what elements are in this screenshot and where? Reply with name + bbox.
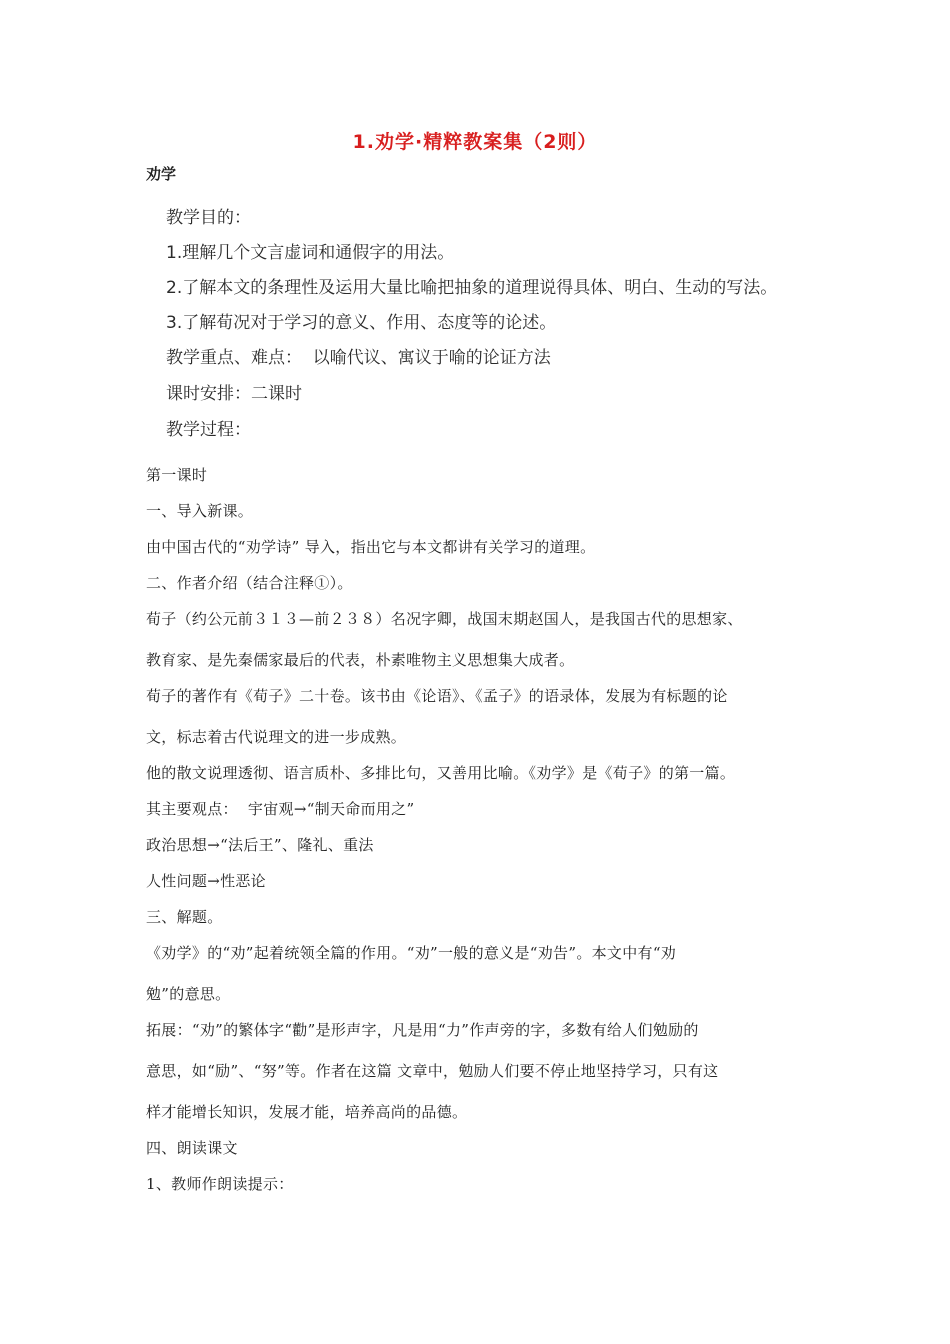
- paragraph-line: 一、导入新课。: [146, 502, 254, 520]
- paragraph-line: 荀子（约公元前３１３—前２３８）名况字卿，战国末期赵国人，是我国古代的思想家、: [146, 610, 743, 628]
- document-title: 1.劝学·精粹教案集（2则）: [352, 131, 598, 153]
- objective-line: 2.了解本文的条理性及运用大量比喻把抽象的道理说得具体、明白、生动的写法。: [166, 278, 778, 298]
- paragraph-line: 拓展：“劝”的繁体字“勸”是形声字，凡是用“力”作声旁的字，多数有给人们勉励的: [146, 1021, 699, 1039]
- paragraph-line: 文，标志着古代说理文的进一步成熟。: [146, 728, 407, 746]
- objective-line: 教学重点、难点： 以喻代议、寓议于喻的论证方法: [166, 348, 551, 368]
- paragraph-line: 教育家、是先秦儒家最后的代表，朴素唯物主义思想集大成者。: [146, 651, 575, 669]
- paragraph-line: 人性问题→性恶论: [146, 872, 266, 890]
- paragraph-line: 《劝学》的“劝”起着统领全篇的作用。“劝”一般的意义是“劝告”。本文中有“劝: [146, 944, 677, 962]
- paragraph-line: 由中国古代的“劝学诗” 导入，指出它与本文都讲有关学习的道理。: [146, 538, 596, 556]
- paragraph-line: 第一课时: [146, 466, 208, 484]
- paragraph-line: 其主要观点： 宇宙观→“制天命而用之”: [146, 800, 415, 818]
- paragraph-line: 二、作者介绍（结合注释①）。: [146, 574, 353, 592]
- paragraph-line: 荀子的著作有《荀子》二十卷。该书由《论语》、《孟子》的语录体，发展为有标题的论: [146, 687, 728, 705]
- paragraph-line: 意思，如“励”、“努”等。作者在这篇 文章中，勉励人们要不停止地坚持学习，只有这: [146, 1062, 719, 1080]
- objective-line: 1.理解几个文言虚词和通假字的用法。: [166, 243, 455, 263]
- paragraph-line: 他的散文说理透彻、语言质朴、多排比句，又善用比喻。《劝学》是《荀子》的第一篇。: [146, 764, 736, 782]
- paragraph-line: 政治思想→“法后王”、隆礼、重法: [146, 836, 374, 854]
- paragraph-line: 四、朗读课文: [146, 1139, 238, 1157]
- objective-line: 课时安排：二课时: [166, 384, 302, 404]
- document-subtitle: 劝学: [146, 165, 177, 183]
- paragraph-line: 1、教师作朗读提示：: [146, 1175, 294, 1193]
- paragraph-line: 样才能增长知识，发展才能，培养高尚的品德。: [146, 1103, 468, 1121]
- objective-line: 教学过程：: [166, 420, 251, 440]
- objective-line: 教学目的：: [166, 208, 251, 228]
- objective-line: 3.了解荀况对于学习的意义、作用、态度等的论述。: [166, 313, 557, 333]
- paragraph-line: 勉”的意思。: [146, 985, 231, 1003]
- paragraph-line: 三、解题。: [146, 908, 223, 926]
